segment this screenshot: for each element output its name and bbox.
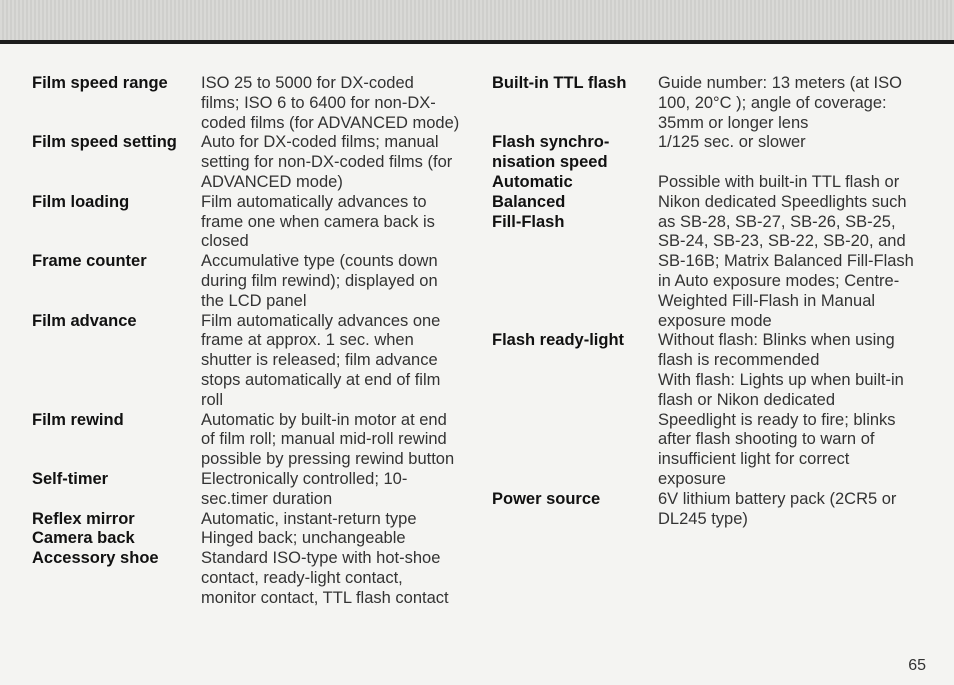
specs-right-column <box>492 74 932 529</box>
spec-label: Self-timer <box>32 469 109 488</box>
spec-label: Automatic Balanced Fill-Flash <box>492 172 573 231</box>
spec-label: Frame counter <box>32 252 147 271</box>
spec-row-built-in-ttl-flash <box>492 74 932 133</box>
spec-label: Accessory shoe <box>32 549 159 568</box>
spec-label: Reflex mirror <box>32 509 135 528</box>
spec-row-camera-back <box>32 529 482 549</box>
spec-row-film-loading <box>32 193 482 252</box>
spec-row-self-timer <box>32 470 482 510</box>
spec-value: Possible with built-in TTL flash or Nikon dedicated Speedlights such as SB-28, SB-27, SB-26, SB-25, SB-24, SB-23, SB-22, SB-20, and SB-16B; Matrix Balanced Fill-Flash in Auto exposure modes; Centre- Weighted Fill-Flash in Manual exposure mode <box>658 172 914 330</box>
spec-row-reflex-mirror <box>32 510 482 530</box>
spec-label: Power source <box>492 489 601 508</box>
spec-value: Accumulative type (counts down during film rewind); displayed on the LCD panel <box>201 252 438 310</box>
spec-label: Film speed setting <box>32 133 177 152</box>
spec-row-accessory-shoe <box>32 549 482 608</box>
spec-value: Automatic, instant-return type <box>201 509 417 528</box>
spec-row-automatic-balanced-fill-flash <box>492 173 932 331</box>
spec-value: Guide number: 13 meters (at ISO 100, 20°C ); angle of coverage: 35mm or longer lens <box>658 74 902 132</box>
spec-label: Flash ready-light <box>492 331 625 350</box>
spec-label: Built-in TTL flash <box>492 74 627 92</box>
header-band <box>0 0 954 40</box>
spec-value: ISO 25 to 5000 for DX-coded films; ISO 6 to 6400 for non-DX- coded films (for ADVANCED mode) <box>201 74 460 132</box>
spec-label: Flash synchro- nisation speed <box>492 133 610 172</box>
spec-row-film-speed-range <box>32 74 482 133</box>
specs-left-column <box>32 74 482 609</box>
spec-label: Film rewind <box>32 410 124 429</box>
spec-row-film-speed-setting <box>32 133 482 192</box>
spec-value: 1/125 sec. or slower <box>658 133 806 152</box>
spec-value: Film automatically advances to frame one when camera back is closed <box>201 192 435 251</box>
spec-row-flash-ready-light <box>492 331 932 489</box>
spec-value: Automatic by built-in motor at end of film roll; manual mid-roll rewind possible by pressing rewind button <box>201 410 455 469</box>
spec-value: Without flash: Blinks when using flash is recommended With flash: Lights up when built-in flash or Nikon dedicated Speedlight is ready to fire; blinks after flash shooting to warn of insufficient light for correct exposure <box>658 331 904 488</box>
spec-row-power-source <box>492 490 932 530</box>
header-rule <box>0 40 954 44</box>
spec-value: Auto for DX-coded films; manual setting for non-DX-coded films (for ADVANCED mode) <box>201 133 453 191</box>
spec-value: Film automatically advances one frame at approx. 1 sec. when shutter is released; film advance stops automatically at end of film roll <box>201 311 441 409</box>
spec-label: Film speed range <box>32 74 168 92</box>
spec-row-frame-counter <box>32 252 482 311</box>
spec-row-film-rewind <box>32 411 482 470</box>
spec-label: Film advance <box>32 311 137 330</box>
spec-value: Standard ISO-type with hot-shoe contact, ready-light contact, monitor contact, TTL flash contact <box>201 549 449 607</box>
spec-row-film-advance <box>32 312 482 411</box>
spec-value: Hinged back; unchangeable <box>201 529 406 548</box>
spec-label: Film loading <box>32 192 130 211</box>
spec-value: 6V lithium battery pack (2CR5 or DL245 type) <box>658 489 897 528</box>
spec-value: Electronically controlled; 10- sec.timer duration <box>201 469 408 508</box>
spec-label: Camera back <box>32 529 135 548</box>
page-number: 65 <box>908 657 926 674</box>
spec-row-flash-synchronisation-speed <box>492 133 932 173</box>
